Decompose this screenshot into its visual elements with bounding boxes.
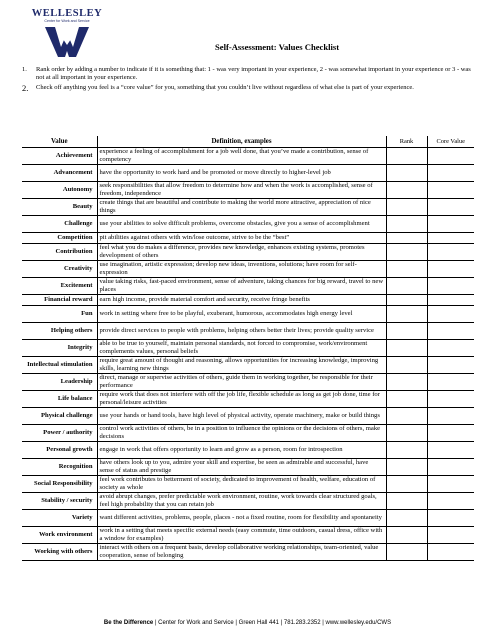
rank-cell[interactable] [386, 526, 427, 543]
table-row [22, 475, 474, 492]
value-definition: have the opportunity to work hard and be promoted or move directly to higher-level job [97, 164, 386, 181]
value-name: Recognition [22, 458, 97, 475]
value-name: Personal growth [22, 441, 97, 458]
table-row [22, 339, 474, 356]
value-definition: control work activities of others, be in a position to influence the opinions or the decisions of others, make decisions [97, 424, 386, 441]
rank-cell[interactable] [386, 164, 427, 181]
instruction-1 [22, 66, 477, 82]
table-row [22, 390, 474, 407]
core-value-cell[interactable] [427, 356, 474, 373]
rank-cell[interactable] [386, 198, 427, 215]
value-definition: experience a feeling of accomplishment for a job well done, that you’ve made a contribution, sense of competency [97, 147, 386, 164]
table-header-row [22, 136, 474, 147]
table-row [22, 407, 474, 424]
value-name: Life balance [22, 390, 97, 407]
rank-cell[interactable] [386, 243, 427, 260]
value-name: Variety [22, 509, 97, 526]
value-name: Autonomy [22, 181, 97, 198]
rank-cell[interactable] [386, 147, 427, 164]
rank-cell[interactable] [386, 215, 427, 232]
table-row [22, 243, 474, 260]
value-name: Beauty [22, 198, 97, 215]
table-row [22, 543, 474, 560]
core-value-cell[interactable] [427, 526, 474, 543]
value-name: Helping others [22, 322, 97, 339]
value-definition: direct, manage or supervise activities of others, guide them in working together, be responsible for their performance [97, 373, 386, 390]
table-row [22, 492, 474, 509]
table-row [22, 164, 474, 181]
core-value-cell[interactable] [427, 243, 474, 260]
value-name: Stability / security [22, 492, 97, 509]
value-name: Challenge [22, 215, 97, 232]
value-definition: able to be true to yourself, maintain personal standards, not forced to compromise, work/environment complements values, personal beliefs [97, 339, 386, 356]
table-row [22, 215, 474, 232]
value-name: Work environment [22, 526, 97, 543]
core-value-cell[interactable] [427, 198, 474, 215]
value-name: Leadership [22, 373, 97, 390]
header-value: Value [22, 136, 97, 147]
rank-cell[interactable] [386, 277, 427, 294]
header-rank: Rank [386, 136, 427, 147]
value-definition: pit abilities against others with win/lose outcome, strive to be the “best” [97, 232, 386, 243]
core-value-cell[interactable] [427, 492, 474, 509]
value-name: Intellectual stimulation [22, 356, 97, 373]
value-name: Power / authority [22, 424, 97, 441]
value-definition: provide direct services to people with problems, helping others better their lives; provide quality service [97, 322, 386, 339]
core-value-cell[interactable] [427, 339, 474, 356]
rank-cell[interactable] [386, 475, 427, 492]
core-value-cell[interactable] [427, 543, 474, 560]
value-definition: want different activities, problems, people, places - not a fixed routine, room for flexibility and spontaneity [97, 509, 386, 526]
value-definition: use imagination, artistic expression; develop new ideas, inventions, solutions; have room for self-expression [97, 260, 386, 277]
value-name: Achievement [22, 147, 97, 164]
instruction-number: 2. [22, 83, 29, 94]
instruction-text: Check off anything you feel is a “core value” for you, something that you couldn’t live without regardless of what else is part of your experience. [36, 84, 414, 92]
core-value-cell[interactable] [427, 458, 474, 475]
core-value-cell[interactable] [427, 424, 474, 441]
rank-cell[interactable] [386, 305, 427, 322]
value-name: Working with others [22, 543, 97, 560]
instruction-2 [22, 84, 477, 92]
table-row [22, 441, 474, 458]
value-definition: seek responsibilities that allow freedom to determine how and when the work is accomplished, sense of freedom, independence [97, 181, 386, 198]
table-row [22, 458, 474, 475]
value-definition: have others look up to you, admire your skill and expertise, be seen as admirable and successful, have sense of status and prestige [97, 458, 386, 475]
value-name: Contribution [22, 243, 97, 260]
value-definition: feel what you do makes a difference, provides new knowledge, enhances existing systems, promotes development of others [97, 243, 386, 260]
table-row [22, 322, 474, 339]
rank-cell[interactable] [386, 181, 427, 198]
core-value-cell[interactable] [427, 390, 474, 407]
value-name: Fun [22, 305, 97, 322]
value-name: Creativity [22, 260, 97, 277]
rank-cell[interactable] [386, 509, 427, 526]
core-value-cell[interactable] [427, 509, 474, 526]
footer [0, 620, 495, 626]
instruction-number: 1. [22, 66, 27, 73]
footer-contact: | Center for Work and Service | Green Hall 441 | 781.283.2352 | www.wellesley.edu/CWS [153, 620, 392, 626]
value-definition: earn high income, provide material comfort and security, receive fringe benefits [97, 294, 386, 305]
values-table [22, 136, 474, 561]
table-row [22, 373, 474, 390]
table-row [22, 232, 474, 243]
rank-cell[interactable] [386, 492, 427, 509]
header-core-value: Core Value [427, 136, 474, 147]
rank-cell[interactable] [386, 339, 427, 356]
table-row [22, 424, 474, 441]
core-value-cell[interactable] [427, 181, 474, 198]
value-definition: value taking risks, fast-paced environment, sense of adventure, taking chances for big reward, travel to new places [97, 277, 386, 294]
rank-cell[interactable] [386, 373, 427, 390]
core-value-cell[interactable] [427, 260, 474, 277]
core-value-cell[interactable] [427, 215, 474, 232]
rank-cell[interactable] [386, 232, 427, 243]
table-row [22, 526, 474, 543]
rank-cell[interactable] [386, 458, 427, 475]
table-row [22, 181, 474, 198]
core-value-cell[interactable] [427, 164, 474, 181]
rank-cell[interactable] [386, 294, 427, 305]
core-value-cell[interactable] [427, 322, 474, 339]
value-name: Competition [22, 232, 97, 243]
rank-cell[interactable] [386, 260, 427, 277]
table-row [22, 277, 474, 294]
core-value-cell[interactable] [427, 277, 474, 294]
rank-cell[interactable] [386, 407, 427, 424]
core-value-cell[interactable] [427, 441, 474, 458]
rank-cell[interactable] [386, 356, 427, 373]
table-row [22, 198, 474, 215]
table-row [22, 305, 474, 322]
value-definition: require great amount of thought and reasoning, allows opportunities for increasing knowledge, improving skills, learning new things [97, 356, 386, 373]
logo-subtitle: Center for Work and Service [44, 19, 90, 23]
value-name: Excitement [22, 277, 97, 294]
table-row [22, 147, 474, 164]
table-row [22, 356, 474, 373]
rank-cell[interactable] [386, 424, 427, 441]
table-row [22, 294, 474, 305]
table-row [22, 260, 474, 277]
core-value-cell[interactable] [427, 294, 474, 305]
value-definition: work in a setting that meets specific external needs (easy commute, time outdoors, casual dress, office with a window for examples) [97, 526, 386, 543]
instruction-text: Rank order by adding a number to indicate if it is something that: 1 - was very important in your experience, 2 - was somewhat important in your experience or 3 - was not at all important in your experience. [36, 66, 471, 82]
instructions [22, 66, 477, 95]
core-value-cell[interactable] [427, 232, 474, 243]
rank-cell[interactable] [386, 441, 427, 458]
value-definition: engage in work that offers opportunity to learn and grow as a person, room for introspection [97, 441, 386, 458]
rank-cell[interactable] [386, 390, 427, 407]
core-value-cell[interactable] [427, 147, 474, 164]
core-value-cell[interactable] [427, 407, 474, 424]
core-value-cell[interactable] [427, 373, 474, 390]
table-row [22, 509, 474, 526]
core-value-cell[interactable] [427, 305, 474, 322]
rank-cell[interactable] [386, 543, 427, 560]
value-name: Physical challenge [22, 407, 97, 424]
value-name: Advancement [22, 164, 97, 181]
value-definition: avoid abrupt changes, prefer predictable work environment, routine, work towards clear structured goals, feel high probability that you can retain job [97, 492, 386, 509]
value-name: Integrity [22, 339, 97, 356]
value-definition: use your abilities to solve difficult problems, overcome obstacles, give you a sense of accomplishment [97, 215, 386, 232]
value-definition: require work that does not interfere with off the job life, flexible schedule as long as get job done, time for personal/leisure activities [97, 390, 386, 407]
rank-cell[interactable] [386, 322, 427, 339]
logo-name: WELLESLEY [31, 8, 103, 19]
value-name: Financial reward [22, 294, 97, 305]
wellesley-logo [22, 8, 112, 59]
footer-tagline: Be the Difference [103, 620, 154, 626]
value-definition: work in setting where free to be playful, exuberant, humorous, accommodates high energy level [97, 305, 386, 322]
wellesley-w-mark-icon [43, 25, 91, 59]
value-definition: interact with others on a frequent basis, develop collaborative working relationships, team-oriented, value cooperation, sense of belonging [97, 543, 386, 560]
page-title: Self-Assessment: Values Checklist [215, 42, 340, 52]
core-value-cell[interactable] [427, 475, 474, 492]
value-definition: use your hands or hand tools, have high level of physical activity, operate machinery, make or build things [97, 407, 386, 424]
header-definition: Definition, examples [97, 136, 386, 147]
value-name: Social Responsibility [22, 475, 97, 492]
value-definition: create things that are beautiful and contribute to making the world more attractive, appreciation of nice things [97, 198, 386, 215]
value-definition: feel work contributes to betterment of society, dedicated to improvement of health, welfare, education of society as whole [97, 475, 386, 492]
